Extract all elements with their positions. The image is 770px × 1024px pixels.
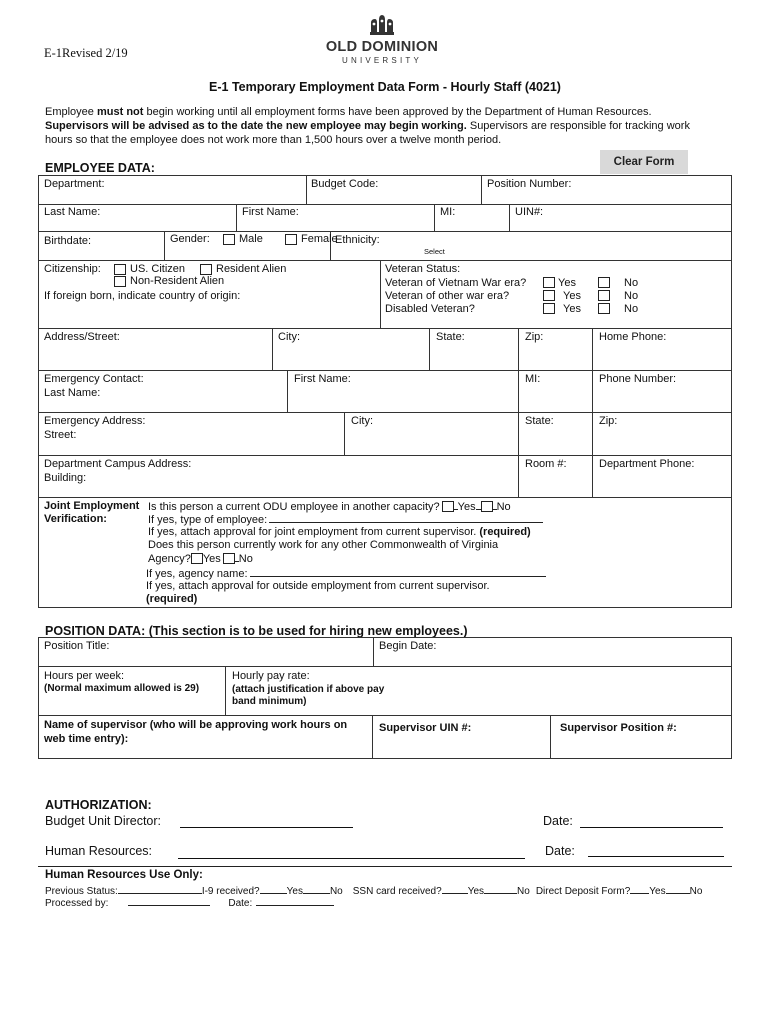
intro-text bbox=[45, 105, 745, 147]
direct-deposit-no-label: No bbox=[689, 886, 703, 897]
male-label: Male bbox=[239, 233, 263, 245]
supervisor-name-label-1[interactable]: Name of supervisor (who will be approving work hours on bbox=[44, 719, 348, 731]
supervisor-name-label-2: web time entry): bbox=[44, 733, 129, 745]
joint-q1-no-label: No bbox=[496, 501, 511, 513]
joint-q2-line2 bbox=[148, 552, 253, 566]
emergency-phone-field[interactable]: Phone Number: bbox=[599, 373, 677, 385]
other-war-yes-checkbox[interactable] bbox=[543, 290, 555, 301]
revision-label: E-1Revised 2/19 bbox=[44, 46, 128, 60]
joint-q2-yes-checkbox[interactable] bbox=[191, 553, 203, 564]
hours-per-week-field[interactable]: Hours per week: bbox=[44, 670, 125, 682]
female-checkbox[interactable] bbox=[285, 234, 297, 245]
building-field[interactable]: Building: bbox=[44, 472, 87, 484]
intro-text-1b: must not bbox=[96, 106, 144, 118]
city-field[interactable]: City: bbox=[278, 331, 300, 343]
disabled-veteran-label: Disabled Veteran? bbox=[385, 303, 475, 315]
joint-q2-yes-label: Yes bbox=[202, 553, 221, 565]
position-data-heading: POSITION DATA: (This section is to be used for hiring new employees.) bbox=[45, 624, 468, 638]
logo-wordmark: OLD DOMINION bbox=[325, 39, 439, 55]
position-data-table bbox=[38, 637, 732, 759]
vietnam-yes-checkbox[interactable] bbox=[543, 277, 555, 288]
ssn-no-line[interactable] bbox=[484, 884, 517, 894]
vietnam-veteran-label: Veteran of Vietnam War era? bbox=[385, 277, 527, 289]
hr-use-row-2 bbox=[45, 896, 334, 910]
verification-label: Verification: bbox=[44, 513, 107, 525]
disabled-no-label: No bbox=[624, 303, 639, 315]
position-title-field[interactable]: Position Title: bbox=[44, 640, 110, 652]
joint-q2-no-label: No bbox=[238, 553, 253, 565]
intro-text-1a: Employee bbox=[45, 106, 97, 118]
emergency-contact-label: Emergency Contact: bbox=[44, 373, 144, 385]
emergency-zip-field[interactable]: Zip: bbox=[599, 415, 618, 427]
emergency-address-label: Emergency Address: bbox=[44, 415, 146, 427]
joint-q2-no-checkbox[interactable] bbox=[223, 553, 235, 564]
emergency-state-field[interactable]: State: bbox=[525, 415, 554, 427]
employee-type-field[interactable] bbox=[148, 513, 543, 527]
disabled-no-checkbox[interactable] bbox=[598, 303, 610, 314]
employee-data-heading: EMPLOYEE DATA: bbox=[45, 161, 155, 175]
i9-label: I-9 received? bbox=[201, 886, 260, 897]
hr-use-heading: Human Resources Use Only: bbox=[45, 869, 203, 881]
i9-no-line[interactable] bbox=[303, 884, 330, 894]
country-of-origin-field[interactable]: If foreign born, indicate country of origin: bbox=[44, 290, 241, 302]
joint-q1-no-checkbox[interactable] bbox=[481, 501, 493, 512]
us-citizen-label: US. Citizen bbox=[130, 263, 186, 275]
pay-note-line1: (attach justification if above pay bbox=[232, 684, 385, 695]
emergency-mi-field[interactable]: MI: bbox=[525, 373, 541, 385]
direct-deposit-label: Direct Deposit Form? bbox=[535, 886, 631, 897]
intro-text-3: hours so that the employee does not work more than 1,500 hours over a twelve month period. bbox=[45, 134, 502, 146]
us-citizen-checkbox[interactable] bbox=[114, 264, 126, 275]
begin-date-field[interactable]: Begin Date: bbox=[379, 640, 437, 652]
veteran-status-label: Veteran Status: bbox=[385, 263, 461, 275]
outside-required-note: (required) bbox=[146, 593, 198, 605]
direct-deposit-yes-label: Yes bbox=[649, 886, 666, 897]
non-resident-alien-label: Non-Resident Alien bbox=[130, 275, 225, 287]
direct-deposit-yes-line[interactable] bbox=[630, 884, 649, 894]
logo-subtitle: UNIVERSITY bbox=[341, 56, 422, 65]
hr-label: Human Resources: bbox=[45, 844, 152, 858]
form-title: E-1 Temporary Employment Data Form - Hourly Staff (4021) bbox=[209, 80, 561, 94]
clear-form-button[interactable]: Clear Form bbox=[600, 150, 688, 174]
other-war-no-label: No bbox=[624, 290, 639, 302]
disabled-yes-checkbox[interactable] bbox=[543, 303, 555, 314]
vietnam-no-checkbox[interactable] bbox=[598, 277, 610, 288]
ethnicity-select[interactable]: Select bbox=[424, 247, 445, 256]
hr-use-date-line[interactable] bbox=[256, 896, 334, 906]
hourly-pay-rate-field[interactable]: Hourly pay rate: bbox=[232, 670, 310, 682]
previous-status-line[interactable] bbox=[118, 884, 202, 894]
hr-signature-line[interactable] bbox=[178, 858, 525, 859]
ssn-yes-line[interactable] bbox=[442, 884, 468, 894]
mi-field[interactable]: MI: bbox=[440, 206, 456, 218]
dept-campus-address-label: Department Campus Address: bbox=[44, 458, 192, 470]
room-field[interactable]: Room #: bbox=[525, 458, 567, 470]
emergency-first-name-field[interactable]: First Name: bbox=[294, 373, 351, 385]
joint-attach-note bbox=[148, 526, 531, 539]
budget-director-label: Budget Unit Director: bbox=[45, 814, 162, 828]
position-number-field[interactable]: Position Number: bbox=[487, 178, 572, 190]
ssn-label: SSN card received? bbox=[352, 886, 442, 897]
other-war-yes-label: Yes bbox=[563, 290, 581, 302]
department-field[interactable]: Department: bbox=[44, 178, 105, 190]
university-logo bbox=[322, 12, 442, 66]
zip-field[interactable]: Zip: bbox=[525, 331, 544, 343]
male-checkbox[interactable] bbox=[223, 234, 235, 245]
i9-yes-line[interactable] bbox=[260, 884, 287, 894]
i9-no-label: No bbox=[329, 886, 343, 897]
joint-q2-line1: Does this person currently work for any other Commonwealth of Virginia bbox=[148, 539, 499, 551]
resident-alien-label: Resident Alien bbox=[216, 263, 287, 275]
vietnam-no-label: No bbox=[624, 277, 639, 289]
section-divider bbox=[38, 866, 732, 867]
hr-date-label: Date: bbox=[545, 844, 575, 858]
ssn-no-label: No bbox=[517, 886, 530, 897]
agency-name-label: If yes, agency name: bbox=[146, 568, 248, 580]
joint-attach-text: If yes, attach approval for joint employment from current supervisor. bbox=[148, 526, 480, 538]
state-field[interactable]: State: bbox=[436, 331, 465, 343]
authorization-heading: AUTHORIZATION: bbox=[45, 798, 152, 812]
intro-text-1c: begin working until all employment forms have been approved by the Department of Human Resources. bbox=[143, 106, 652, 118]
budget-director-date-label: Date: bbox=[543, 814, 573, 828]
budget-director-date-line[interactable] bbox=[580, 827, 723, 828]
citizenship-label: Citizenship: bbox=[44, 263, 101, 275]
i9-yes-label: Yes bbox=[286, 886, 303, 897]
supervisor-uin-field[interactable]: Supervisor UIN #: bbox=[379, 722, 472, 734]
direct-deposit-no-line[interactable] bbox=[666, 884, 690, 894]
resident-alien-checkbox[interactable] bbox=[200, 264, 212, 275]
other-war-veteran-label: Veteran of other war era? bbox=[385, 290, 510, 302]
pay-note-line2: band minimum) bbox=[232, 696, 307, 707]
non-resident-alien-checkbox[interactable] bbox=[114, 276, 126, 287]
emergency-city-field[interactable]: City: bbox=[351, 415, 373, 427]
processed-by-label: Processed by: bbox=[45, 898, 109, 909]
joint-required-note: (required) bbox=[479, 526, 531, 538]
home-phone-field[interactable]: Home Phone: bbox=[599, 331, 667, 343]
crown-icon bbox=[367, 14, 397, 36]
budget-director-signature-line[interactable] bbox=[180, 827, 353, 828]
joint-q1 bbox=[148, 500, 511, 514]
joint-q1-yes-checkbox[interactable] bbox=[442, 501, 454, 512]
supervisor-position-field[interactable]: Supervisor Position #: bbox=[560, 722, 677, 734]
joint-q1-text: Is this person a current ODU employee in another capacity? bbox=[148, 501, 440, 513]
intro-text-2b: Supervisors are responsible for tracking work bbox=[466, 120, 690, 132]
last-name-field[interactable]: Last Name: bbox=[44, 206, 101, 218]
hours-note: (Normal maximum allowed is 29) bbox=[44, 683, 200, 694]
address-street-field[interactable]: Address/Street: bbox=[44, 331, 120, 343]
first-name-field[interactable]: First Name: bbox=[242, 206, 299, 218]
hr-date-line[interactable] bbox=[588, 856, 724, 857]
ssn-yes-label: Yes bbox=[467, 886, 485, 897]
previous-status-label: Previous Status: bbox=[45, 886, 118, 897]
other-war-no-checkbox[interactable] bbox=[598, 290, 610, 301]
gender-label: Gender: bbox=[170, 233, 210, 245]
uin-field[interactable]: UIN#: bbox=[515, 206, 544, 218]
intro-text-2a: Supervisors will be advised as to the date the new employee may begin working. bbox=[45, 120, 467, 132]
employee-type-label: If yes, type of employee: bbox=[148, 514, 268, 526]
budget-code-field[interactable]: Budget Code: bbox=[311, 178, 379, 190]
outside-attach-note: If yes, attach approval for outside employment from current supervisor. bbox=[146, 580, 490, 592]
disabled-yes-label: Yes bbox=[563, 303, 581, 315]
birthdate-field[interactable]: Birthdate: bbox=[44, 235, 92, 247]
joint-employment-label: Joint Employment bbox=[44, 500, 140, 512]
emergency-street-field[interactable]: Street: bbox=[44, 429, 77, 441]
agency-name-field[interactable] bbox=[146, 567, 546, 581]
ethnicity-label: Ethnicity: bbox=[335, 234, 380, 246]
processed-by-line[interactable] bbox=[128, 896, 210, 906]
hr-use-date-label: Date: bbox=[228, 898, 253, 909]
joint-q1-yes-label: Yes bbox=[457, 501, 476, 513]
dept-phone-field[interactable]: Department Phone: bbox=[599, 458, 695, 470]
vietnam-yes-label: Yes bbox=[558, 277, 576, 289]
female-label: Female bbox=[301, 233, 338, 245]
joint-q2-agency-label: Agency? bbox=[148, 553, 191, 565]
emergency-last-name-field[interactable]: Last Name: bbox=[44, 387, 101, 399]
